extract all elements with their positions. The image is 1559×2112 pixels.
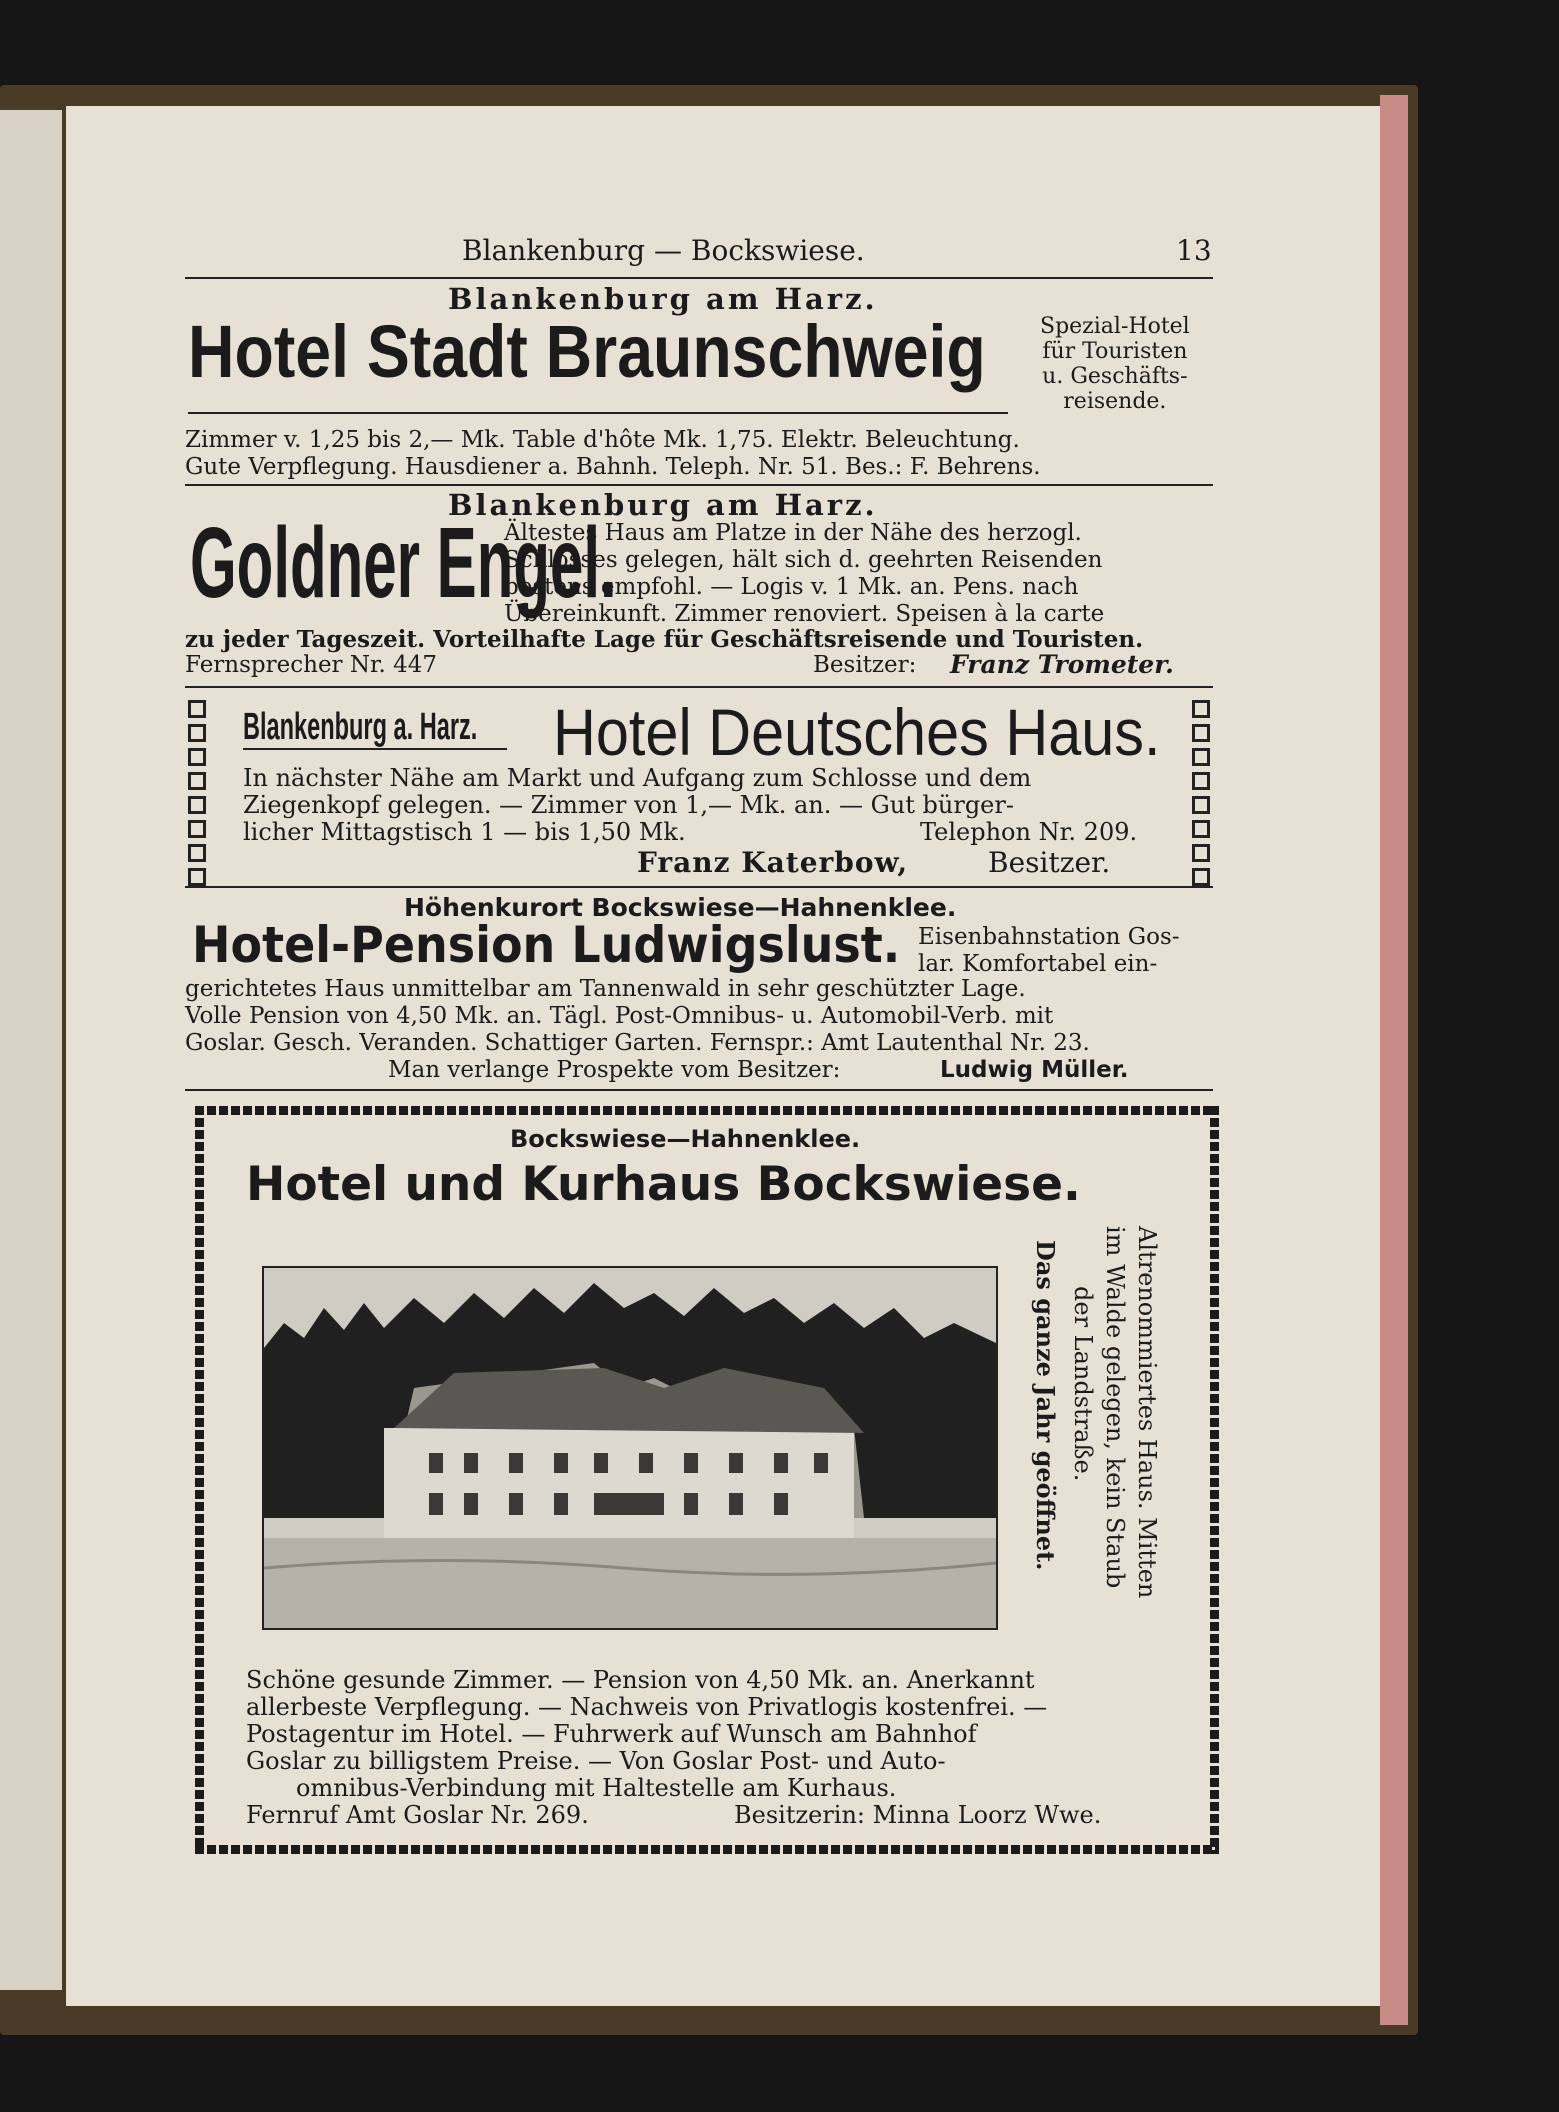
ad5-place: Bockswiese—Hahnenklee. [510,1125,861,1153]
ad1-place: Blankenburg am Harz. [448,282,878,316]
ad5-frame-left [195,1106,204,1854]
ad4-text: gerichtetes Haus unmittelbar am Tannenwald in sehr geschützter Lage. Volle Pension von 4,50 Mk. an. Tägl. Post-Omnibus- u. Automobil-Verb. mit Goslar. Gesch. Veranden. Schattiger Garten. Fernspr.: Amt Lautenthal Nr. 23. [185,976,1090,1056]
ad4-place: Höhenkurort Bockswiese—Hahnenklee. [404,893,957,922]
running-header: Blankenburg — Bockswiese. [462,234,865,267]
ad4-hotel-name: Hotel-Pension Ludwigslust. [192,916,901,974]
ad4-side-text: Eisenbahnstation Gos- lar. Komfortabel ein- [918,924,1180,977]
ad1-rule [188,412,1008,414]
ad3-text-line3-left: licher Mittagstisch 1 — bis 1,50 Mk. [243,818,686,846]
page-edges [1380,95,1408,2025]
ad5-vertical-line-1: Altrenommiertes Haus. Mitten [1133,1226,1161,1599]
ad2-owner-label: Besitzer: [813,652,917,678]
ad5-text: Schöne gesunde Zimmer. — Pension von 4,50 Mk. an. Anerkannt allerbeste Verpflegung. — Nachweis von Privatlogis kostenfrei. — Postagentur im Hotel. — Fuhrwerk auf Wunsch am Bahnhof Goslar zu billigstem Preise. — Von Goslar Post- und Auto- omnibus-Verbindung mit Haltestelle am Kurhaus. [246,1666,1048,1802]
ad2-bottom-rule [185,686,1213,688]
ad3-text-line3-right: Telephon Nr. 209. [920,818,1138,846]
ad1-side-text: Spezial-Hotel für Touristen u. Geschäfts- reisende. [1040,314,1190,414]
ad3-bottom-rule [185,886,1213,888]
ad2-text: Ältestes Haus am Platze in der Nähe des herzogl. Schlosses gelegen, hält sich d. geehrten Reisenden bestens empfohl. — Logis v. 1 Mk. an. Pens. nach Übereinkunft. Zimmer renoviert. Speisen à la carte [504,520,1105,627]
ad5-hotel-name: Hotel und Kurhaus Bockswiese. [246,1157,1081,1212]
ad5-vertical-line-2: im Walde gelegen, kein Staub [1101,1226,1129,1589]
ad5-frame-top [195,1106,1219,1115]
ad4-owner: Ludwig Müller. [940,1057,1129,1083]
ad5-owner: Besitzerin: Minna Loorz Wwe. [734,1801,1102,1829]
ad5-phone: Fernruf Amt Goslar Nr. 269. [246,1801,589,1829]
ad4-last-line: Man verlange Prospekte vom Besitzer: [388,1057,841,1083]
ad5-vertical-line-3: der Landstraße. [1069,1286,1097,1482]
ad2-owner: Franz Trometer. [950,650,1174,679]
ad5-frame-bottom [195,1845,1219,1854]
page-number: 13 [1176,234,1212,267]
ad3-owner-role: Besitzer. [988,846,1111,879]
ad3-place-rule [243,748,507,750]
hotel-photo-graphic [264,1268,996,1628]
ad2-place: Blankenburg am Harz. [448,488,878,522]
previous-page-edge [0,110,62,1990]
ad2-text-full: zu jeder Tageszeit. Vorteilhafte Lage für Geschäftsreisende und Touristen. [185,626,1144,653]
ad3-right-squares [1192,700,1210,892]
ad3-text: In nächster Nähe am Markt und Aufgang zum Schlosse und dem Ziegenkopf gelegen. — Zimmer von 1,— Mk. an. — Gut bürger- [243,764,1032,819]
hotel-photograph [262,1266,998,1630]
ad1-hotel-name: Hotel Stadt Braunschweig [188,310,986,393]
ad3-hotel-name: Hotel Deutsches Haus. [553,695,1161,769]
ad3-left-squares [188,700,206,892]
ad2-phone: Fernsprecher Nr. 447 [185,652,437,678]
ad5-frame-right [1210,1106,1219,1854]
ad1-text: Zimmer v. 1,25 bis 2,— Mk. Table d'hôte Mk. 1,75. Elektr. Beleuchtung. Gute Verpflegung. Hausdiener a. Bahnh. Teleph. Nr. 51. Bes.: F. Behrens. [185,427,1041,480]
ad1-bottom-rule [185,484,1213,486]
ad2-hotel-name: Goldner Engel. [190,507,617,619]
ad3-place: Blankenburg a. Harz. [243,706,478,748]
header-rule [185,277,1213,279]
ad3-owner: Franz Katerbow, [637,846,909,879]
ad5-vertical-line-4: Das ganze Jahr geöffnet. [1031,1240,1060,1571]
ad4-bottom-rule [185,1089,1213,1091]
